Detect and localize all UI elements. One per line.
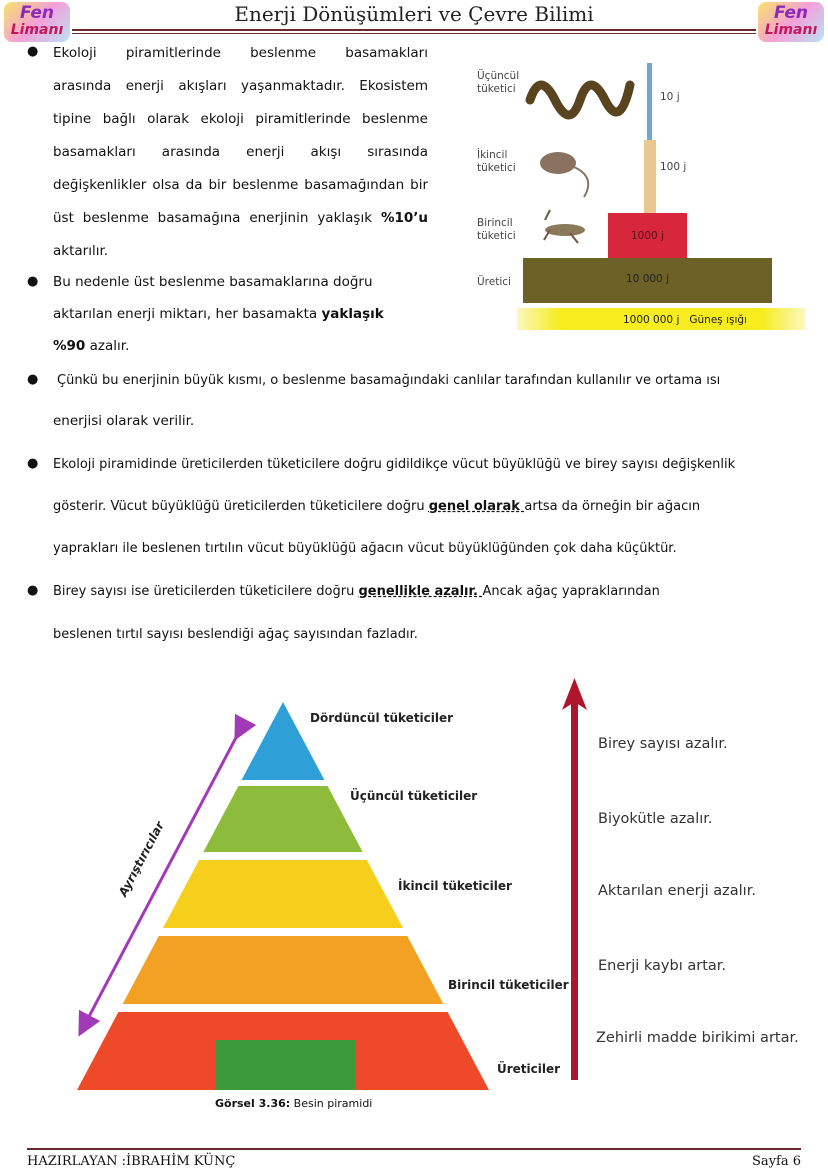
pyramid-level-label: Birincil tüketiciler	[448, 978, 569, 992]
tertiary-consumer-bar	[647, 63, 652, 140]
page-title: Enerji Dönüşümleri ve Çevre Bilimi	[234, 2, 594, 26]
energy-bars	[440, 55, 828, 340]
text: artsa da örneğin bir ağacın	[524, 499, 701, 514]
text: gösterir. Vücut büyüklüğü üreticilerden tüketicilere doğru	[53, 499, 429, 514]
text-line: yaprakları ile beslenen tırtılın vücut büyüklüğü ağacın vücut büyüklüğünden çok daha küçüktür.	[53, 541, 677, 556]
text-line: beslenen tırtıl sayısı beslendiği ağaç sayısından fazladır.	[53, 627, 418, 642]
text-line: değişkenlikler olsa da bir beslenme basamağından bir	[53, 177, 428, 193]
author: HAZIRLAYAN :İBRAHİM KÜNÇ	[27, 1154, 236, 1169]
logo-text: Fen	[774, 3, 808, 23]
logo-text: Limanı	[764, 22, 818, 38]
energy-value: 1000 j	[631, 230, 664, 242]
text-line: Ekoloji piramidinde üreticilerden tüketicilere doğru gidildikçe vücut büyüklüğü ve birey sayısı değişkenlik	[53, 457, 736, 472]
header-divider	[72, 29, 756, 31]
text-line: enerjisi olarak verilir.	[53, 413, 195, 429]
pyramid-level-label: Üçüncül tüketiciler	[350, 789, 478, 803]
sun-label: Güneş ışığı	[689, 314, 747, 326]
trend-arrow-shaft	[571, 700, 578, 1080]
logo-text: Fen	[20, 3, 54, 23]
pyramid-band-tertiary	[203, 786, 362, 852]
bold-text: %90	[53, 338, 86, 354]
trend-text: Biyokütle azalır.	[598, 811, 713, 827]
grass-icon	[215, 1040, 355, 1090]
text-line	[53, 202, 428, 235]
pyramid-level-label: Üreticiler	[497, 1062, 561, 1076]
text-line: Çünkü bu enerjinin büyük kısmı, o beslenme basamağındaki canlılar tarafından kullanılır ve ortama ısı	[57, 373, 721, 388]
text-line: basamakları arasında enerji akışı sırasında	[53, 144, 428, 160]
trend-text: Birey sayısı azalır.	[598, 736, 728, 752]
level-label: Üçüncül tüketici	[477, 70, 520, 95]
figure-caption	[215, 1097, 372, 1110]
underlined-text: genel olarak	[428, 499, 525, 514]
text-line	[53, 490, 700, 523]
bullet-icon: ●	[27, 372, 39, 387]
level-label: Üretici	[477, 276, 511, 288]
text-line: tipine bağlı olarak ekoloji piramitlerinde beslenme	[53, 111, 428, 127]
text-line: aktarılır.	[53, 243, 109, 259]
sun-energy: 1000 000 j	[623, 314, 680, 326]
energy-pyramid-figure	[440, 55, 828, 340]
page-number: Sayfa 6	[752, 1154, 801, 1169]
text: üst beslenme basamağına enerjinin yaklaşık	[53, 210, 381, 226]
logo-text: Limanı	[10, 22, 64, 38]
text-line: Bu nedenle üst beslenme basamaklarına doğru	[53, 274, 373, 290]
mouse-icon	[540, 152, 588, 197]
trend-text: Zehirli madde birikimi artar.	[596, 1030, 799, 1046]
bold-text: %10’u	[380, 210, 428, 226]
bullet-icon: ●	[27, 583, 39, 598]
paragraph-1	[53, 37, 428, 235]
text: aktarılan enerji miktarı, her basamakta	[53, 306, 322, 322]
bullet-icon: ●	[27, 274, 39, 289]
trend-text: Enerji kaybı artar.	[598, 958, 727, 974]
text-line	[53, 298, 384, 331]
pyramid-band-primary	[123, 936, 444, 1004]
text-line	[53, 575, 660, 608]
text: Birey sayısı ise üreticilerden tüketicilere doğru	[53, 584, 359, 599]
level-label: İkincil tüketici	[477, 149, 516, 174]
trend-text: Aktarılan enerji azalır.	[598, 883, 756, 899]
pyramid-level-label: Dördüncül tüketiciler	[310, 711, 454, 725]
caption-label: Görsel 3.36:	[215, 1097, 291, 1110]
energy-value: 10 j	[660, 91, 680, 103]
level-label: Birincil tüketici	[477, 217, 516, 242]
text-line: Ekoloji piramitlerinde beslenme basamakları	[53, 45, 428, 61]
bullet-icon: ●	[27, 44, 39, 59]
pyramid-level-label: İkincil tüketiciler	[398, 879, 512, 893]
sunlight-label	[623, 314, 747, 327]
bold-text: yaklaşık	[321, 306, 384, 322]
text: Ancak ağaç yapraklarından	[482, 584, 660, 599]
secondary-consumer-bar	[644, 140, 656, 213]
underlined-text: genellikle azalır.	[358, 584, 483, 599]
snake-icon	[530, 85, 630, 115]
bullet-icon: ●	[27, 456, 39, 471]
pyramid-band-secondary	[163, 860, 403, 928]
energy-value: 100 j	[660, 161, 687, 173]
caption-text: Besin piramidi	[293, 1097, 373, 1110]
footer-divider	[27, 1148, 801, 1150]
energy-value: 10 000 j	[626, 273, 669, 285]
text-line: arasında enerji akışları yaşanmaktadır. Ekosistem	[53, 78, 428, 94]
header-divider	[72, 33, 756, 34]
decomposers-label: Ayrıştırıcılar	[115, 819, 167, 899]
text: azalır.	[85, 338, 130, 354]
text-line	[53, 330, 129, 363]
grasshopper-icon	[544, 210, 585, 243]
